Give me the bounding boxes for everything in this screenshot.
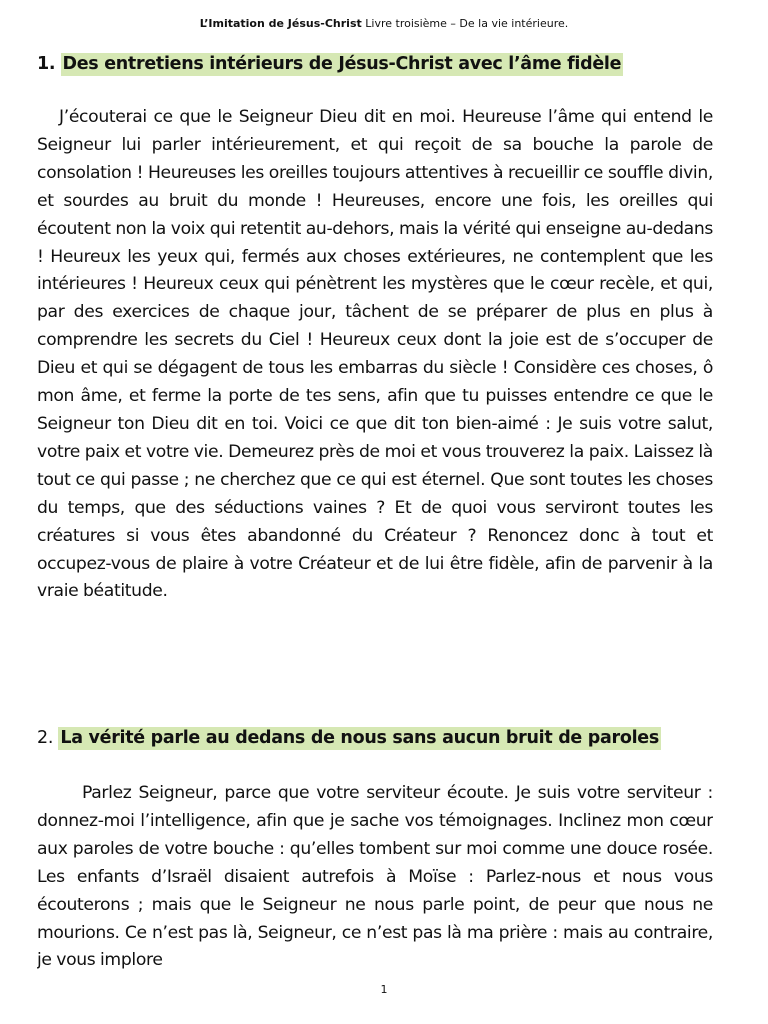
section-1-heading [37, 52, 737, 76]
section-2-title: La vérité parle au dedans de nous sans aucun bruit de paroles [60, 728, 659, 748]
section-1-paragraph: J’écouterai ce que le Seigneur Dieu dit en moi. Heureuse l’âme qui entend le Seigneur lui parler intérieurement, et qui reçoit de sa bouche la parole de consolation ! Heureuses les oreilles toujours attentives à recueillir ce souffle divin, et sourdes au bruit du monde ! Heureuses, encore une fois, les oreilles qui écoutent non la voix qui retentit au-dehors, mais la vérité qui enseigne au-dedans ! Heureux les yeux qui, fermés aux choses extérieures, ne contemplent que les intérieures ! Heureux ceux qui pénètrent les mystères que le cœur recèle, et qui, par des exercices de chaque jour, tâchent de se préparer de plus en plus à comprendre les secrets du Ciel ! Heureux ceux dont la joie est de s’occuper de Dieu et qui se dégagent de tous les embarras du siècle ! Considère ces choses, ô mon âme, et ferme la porte de tes sens, afin que tu puisses entendre ce que le Seigneur ton Dieu dit en toi. Voici ce que dit ton bien-aimé : Je suis votre salut, votre paix et votre vie. Demeurez près de moi et vous trouverez la paix. Laissez là tout ce qui passe ; ne cherchez que ce qui est éternel. Que sont toutes les choses du temps, que des séductions vaines ? Et de quoi vous serviront toutes les créatures si vous êtes abandonné du Créateur ? Renoncez donc à tout et occupez-vous de plaire à votre Créateur et de lui être fidèle, afin de parvenir à la vraie béatitude. [37, 107, 713, 602]
running-header [0, 16, 768, 32]
header-book-title: L’Imitation de Jésus-Christ [199, 17, 362, 30]
section-2-heading [37, 726, 737, 750]
section-2-number: 2. [37, 728, 54, 748]
header-subtitle: Livre troisième – De la vie intérieure. [361, 17, 569, 30]
page-number: 1 [380, 983, 388, 996]
section-1-number: 1. [37, 54, 56, 74]
section-2-paragraph: Parlez Seigneur, parce que votre serviteur écoute. Je suis votre serviteur : donnez-moi l’intelligence, afin que je sache vos témoignages. Inclinez mon cœur aux paroles de votre bouche : qu’elles tombent sur moi comme une douce rosée. Les enfants d’Israël disaient autrefois à Moïse : Parlez-nous et nous vous écouterons ; mais que le Seigneur ne nous parle point, de peur que nous ne mourions. Ce n’est pas là, Seigneur, ce n’est pas là ma prière : mais au contraire, je vous implore [37, 783, 713, 971]
section-1-title: Des entretiens intérieurs de Jésus-Christ avec l’âme fidèle [62, 54, 622, 74]
